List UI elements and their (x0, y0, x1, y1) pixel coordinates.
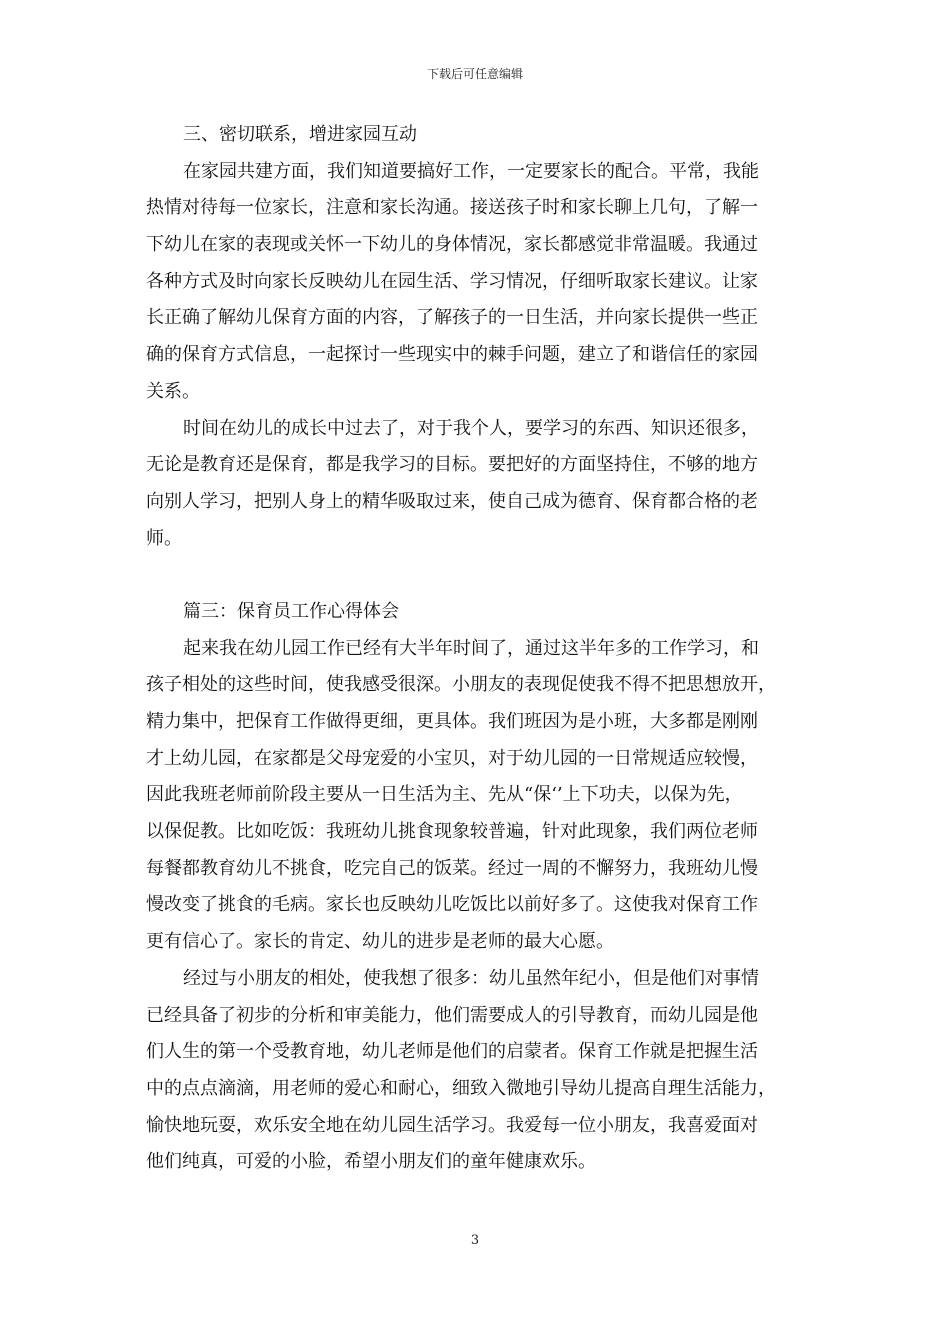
document-body (146, 117, 814, 1181)
paragraph-line: 向别人学习，把别人身上的精华吸取过来，使自己成为德育、保育都合格的老 (146, 490, 758, 512)
paragraph-line: 孩子相处的这些时间，使我感受很深。小朋友的表现促使我不得不把思想放开， (146, 674, 776, 696)
paragraph-line: 更有信心了。家长的肯定、幼儿的进步是老师的最大心愿。 (146, 931, 614, 953)
paragraph (146, 411, 814, 558)
paragraph-line: 经过与小朋友的相处，使我想了很多：幼儿虽然年纪小，但是他们对事情 (183, 967, 759, 989)
paragraph-line: 们人生的第一个受教育地，幼儿老师是他们的启蒙者。保育工作就是把握生活 (146, 1041, 758, 1063)
paragraph-line: 关系。 (146, 380, 200, 402)
paragraph-line: 热情对待每一位家长，注意和家长沟通。接送孩子时和家长聊上几句，了解一 (146, 197, 758, 219)
paragraph-line: 以保促教。比如吃饭：我班幼儿挑食现象较普遍，针对此现象，我们两位老师 (146, 821, 758, 843)
paragraph-line: 时间在幼儿的成长中过去了，对于我个人，要学习的东西、知识还很多， (183, 417, 759, 439)
paragraph-line: 精力集中，把保育工作做得更细，更具体。我们班因为是小班，大多都是刚刚 (146, 711, 758, 732)
paragraph (146, 961, 814, 1181)
section-heading: 三、密切联系，增进家园互动 (183, 124, 417, 145)
paragraph-line: 在家园共建方面，我们知道要搞好工作，一定要家长的配合。平常，我能 (183, 160, 759, 182)
paragraph-line: 下幼儿在家的表现或关怀一下幼儿的身体情况，家长都感觉非常温暖。我通过 (146, 234, 758, 256)
paragraph-line: 无论是教育还是保育，都是我学习的目标。要把好的方面坚持住，不够的地方 (146, 454, 758, 476)
article-heading: 篇三：保育员工作心得体会 (183, 600, 399, 622)
page-number: 3 (470, 1233, 480, 1248)
page-header: 下载后可任意编辑 (426, 67, 523, 81)
paragraph-line: 他们纯真，可爱的小脸，希望小朋友们的童年健康欢乐。 (146, 1151, 596, 1173)
paragraph-line: 确的保育方式信息，一起探讨一些现实中的棘手问题，建立了和谐信任的家园 (146, 344, 758, 366)
blank-line (146, 557, 814, 594)
paragraph-line: 长正确了解幼儿保育方面的内容，了解孩子的一日生活，并向家长提供一些正 (146, 307, 758, 329)
paragraph-line: 慢改变了挑食的毛病。家长也反映幼儿吃饭比以前好多了。这使我对保育工作 (146, 894, 758, 916)
paragraph (146, 631, 814, 961)
paragraph-line: 师。 (146, 527, 182, 549)
paragraph-line: 愉快地玩耍，欢乐安全地在幼儿园生活学习。我爱每一位小朋友，我喜爱面对 (146, 1114, 758, 1136)
paragraph (146, 154, 814, 411)
paragraph-line: 才上幼儿园，在家都是父母宠爱的小宝贝，对于幼儿园的一日常规适应较慢， (146, 747, 758, 769)
paragraph-line: 起来我在幼儿园工作已经有大半年时间了，通过这半年多的工作学习，和 (183, 637, 759, 659)
paragraph-line: 中的点点滴滴，用老师的爱心和耐心，细致入微地引导幼儿提高自理生活能力， (146, 1077, 776, 1099)
paragraph-line: 因此我班老师前阶段主要从一日生活为主、先从“保‘’上下功夫，以保为先， (146, 784, 743, 806)
paragraph-line: 每餐都教育幼儿不挑食，吃完自己的饭菜。经过一周的不懈努力，我班幼儿慢 (146, 857, 758, 879)
paragraph-line: 各种方式及时向家长反映幼儿在园生活、学习情况，仔细听取家长建议。让家 (146, 270, 758, 292)
paragraph-line: 已经具备了初步的分析和审美能力，他们需要成人的引导教育，而幼儿园是他 (146, 1004, 758, 1026)
